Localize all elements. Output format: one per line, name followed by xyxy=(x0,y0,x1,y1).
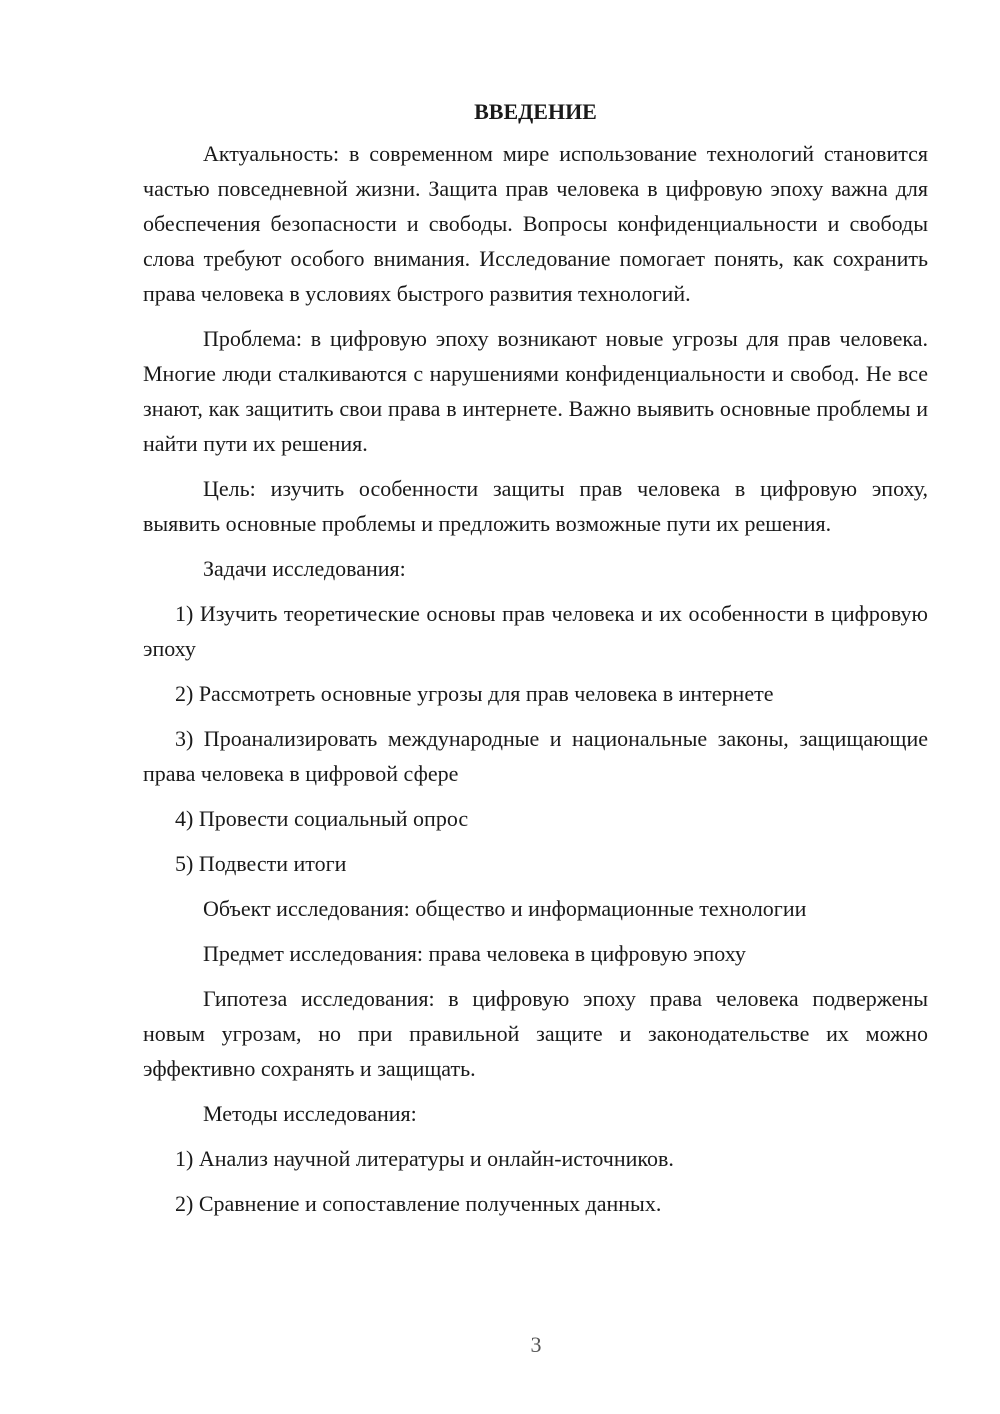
goal-paragraph: Цель: изучить особенности защиты прав человека в цифровую эпоху, выявить основные проблемы и предложить возможные пути их решения. xyxy=(143,476,928,536)
methods-heading: Методы исследования: xyxy=(203,1101,417,1126)
tasks-list xyxy=(143,596,928,881)
task-item: 5) Подвести итоги xyxy=(175,851,347,876)
document-page xyxy=(143,97,928,1231)
methods-list xyxy=(143,1141,928,1221)
method-item: 2) Сравнение и сопоставление полученных данных. xyxy=(175,1191,662,1216)
section-title: ВВЕДЕНИЕ xyxy=(474,99,597,124)
task-item: 1) Изучить теоретические основы прав человека и их особенности в цифровую эпоху xyxy=(143,601,928,661)
object-paragraph: Объект исследования: общество и информационные технологии xyxy=(203,896,807,921)
problem-paragraph: Проблема: в цифровую эпоху возникают новые угрозы для прав человека. Многие люди сталкиваются с нарушениями конфиденциальности и свобод. Не все знают, как защитить свои права в интернете. Важно выявить основные проблемы и найти пути их решения. xyxy=(143,326,928,456)
tasks-heading: Задачи исследования: xyxy=(203,556,406,581)
method-item: 1) Анализ научной литературы и онлайн-источников. xyxy=(175,1146,674,1171)
page-number: 3 xyxy=(530,1332,542,1357)
task-item: 2) Рассмотреть основные угрозы для прав человека в интернете xyxy=(175,681,774,706)
hypothesis-paragraph: Гипотеза исследования: в цифровую эпоху права человека подвержены новым угрозам, но при правильной защите и законодательстве их можно эффективно сохранять и защищать. xyxy=(143,986,928,1081)
subject-paragraph: Предмет исследования: права человека в цифровую эпоху xyxy=(203,941,746,966)
task-item: 4) Провести социальный опрос xyxy=(175,806,469,831)
task-item: 3) Проанализировать международные и национальные законы, защищающие права человека в цифровой сфере xyxy=(143,726,928,786)
relevance-paragraph: Актуальность: в современном мире использование технологий становится частью повседневной жизни. Защита прав человека в цифровую эпоху важна для обеспечения безопасности и свободы. Вопросы конфиденциальности и свободы слова требуют особого внимания. Исследование помогает понять, как сохранить права человека в условиях быстрого развития технологий. xyxy=(143,141,928,306)
